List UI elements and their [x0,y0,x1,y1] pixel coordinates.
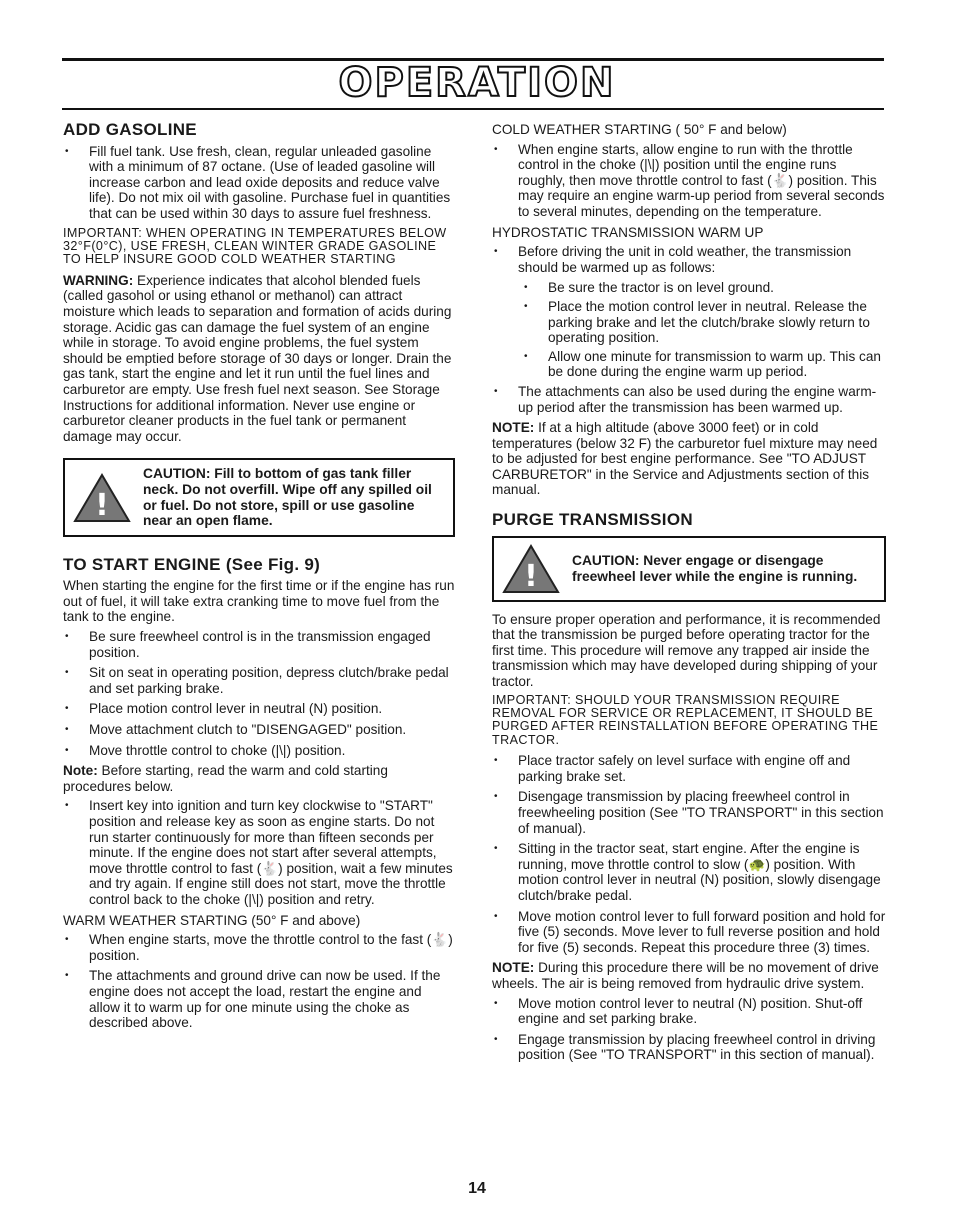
list-item: • Place motion control lever in neutral (N) position. [63,701,455,717]
title-underline [62,108,884,110]
note-label: NOTE: [492,960,535,976]
purge-intro: To ensure proper operation and performance, it is recommended that the transmission be purged before operating tractor for the first time. This procedure will remove any trapped air inside the transmission which may have developed during shipping of your tractor. [492,611,881,690]
list-item: • The attachments can also be used during the engine warm-up period after the transmission has been warmed up. [492,384,886,415]
start-engine-heading: TO START ENGINE (See Fig. 9) [63,554,321,574]
hydro-note [492,420,886,498]
purge-list-2 [492,996,886,1063]
right-column [492,122,886,1068]
cold-weather-heading: COLD WEATHER STARTING ( 50° F and below) [492,122,787,137]
warning-triangle-icon [502,544,560,594]
purge-list [492,753,886,955]
note-text: If at a high altitude (above 3000 feet) or in cold temperatures (below 32 F) the carburetor fuel mixture may need to be adjusted for best engine performance. See "TO ADJUST CARBURETOR" in the Service and Adjustments section of this manual. [492,420,878,498]
list-item: • The attachments and ground drive can now be used. If the engine does not accept the load, restart the engine and allow it to warm up for one minute using the choke as described above. [63,968,455,1030]
list-item: • Engage transmission by placing freewheel control in driving position (See "TO TRANSPORT" in this section of manual). [492,1032,886,1063]
page-number: 14 [468,1180,486,1197]
list-item: • Sit on seat in operating position, depress clutch/brake pedal and set parking brake. [63,665,455,696]
sub-list-item: • Place the motion control lever in neutral. Release the parking brake and let the clutch/brake slowly return to operating position. [492,299,886,346]
hydro-heading: HYDROSTATIC TRANSMISSION WARM UP [492,224,764,240]
svg-text:!: ! [95,487,109,523]
list-item: • When engine starts, move the throttle control to the fast (🐇) position. [63,932,455,963]
note-text: Before starting, read the warm and cold starting procedures below. [63,763,388,794]
hydro-list-2 [492,384,886,415]
add-gasoline-list [63,144,455,222]
list-item: • Move motion control lever to neutral (N) position. Shut-off engine and set parking brake. [492,996,886,1027]
start-engine-intro: When starting the engine for the first time or if the engine has run out of fuel, it will take extra cranking time to move fuel from the tank to the engine. [63,578,455,625]
caution-box [492,536,886,602]
list-item: • Be sure freewheel control is in the transmission engaged position. [63,629,455,660]
list-item: • Insert key into ignition and turn key clockwise to "START" position and release key as soon as engine starts. Do not run starter continuously for more than fifteen seconds per minute. If the engine does not start after several attempts, move throttle control to fast (🐇) position, wait a few minutes and try again. If engine still does not start, move the throttle control back to the choke (|\|) position and retry. [63,798,455,907]
list-item: • Move attachment clutch to "DISENGAGED" position. [63,722,455,738]
note-label: NOTE: [492,420,535,436]
start-engine-list [63,629,455,758]
page-title: OPERATION [338,60,616,106]
warm-weather-heading: WARM WEATHER STARTING (50° F and above) [63,912,361,928]
warm-weather-list [63,932,455,1031]
list-item: • Move motion control lever to full forward position and hold for five (5) seconds. Move lever to full reverse position and hold for five (5) seconds. Repeat this procedure three (3) times. [492,909,886,956]
purge-heading: PURGE TRANSMISSION [492,510,693,530]
svg-text:!: ! [524,558,538,594]
caution-text: CAUTION: Never engage or disengage freewheel lever while the engine is running. [572,553,858,584]
note-label: Note: [63,763,98,779]
list-item: • Sitting in the tractor seat, start engine. After the engine is running, move throttle control to slow (🐢) position. With motion control lever in neutral (N) position, slowly disengage clutch/brake pedal. [492,841,886,903]
warning-paragraph [63,273,455,445]
list-item: • Place tractor safely on level surface with engine off and parking brake set. [492,753,886,784]
purge-note [492,960,886,991]
list-item: • When engine starts, allow engine to run with the throttle control in the choke (|\|) position until the engine runs roughly, then move throttle control to fast (🐇) position. This may require an engine warm-up period from several seconds to several minutes, depending on the temperature. [492,142,886,220]
start-note [63,763,455,794]
hydro-sublist [492,280,886,380]
add-gasoline-heading: ADD GASOLINE [63,120,197,139]
caution-box [63,458,455,536]
list-item: • Before driving the unit in cold weather, the transmission should be warmed up as follows: [492,244,886,275]
warning-triangle-icon [73,473,131,523]
important-notice: IMPORTANT: WHEN OPERATING IN TEMPERATURES BELOW 32°F(0°C), USE FRESH, CLEAN WINTER GRADE GASOLINE TO HELP INSURE GOOD COLD WEATHER STARTING [63,225,447,267]
caution-text: CAUTION: Fill to bottom of gas tank filler neck. Do not overfill. Wipe off any spilled oil or fuel. Do not store, spill or use gasoline near an open flame. [143,466,432,529]
note-text: During this procedure there will be no movement of drive wheels. The air is being removed from hydraulic drive system. [492,960,879,991]
sub-list-item: • Allow one minute for transmission to warm up. This can be done during the engine warm up period. [492,349,886,380]
sub-list-item: • Be sure the tractor is on level ground. [492,280,886,296]
list-item: • Disengage transmission by placing freewheel control in freewheeling position (See "TO TRANSPORT" in this section of manual). [492,789,886,836]
warning-text: Experience indicates that alcohol blended fuels (called gasohol or using ethanol or methanol) can attract moisture which leads to separation and formation of acids during storage. Acidic gas can damage the fuel system of an engine while in storage. To avoid engine problems, the fuel system should be emptied before storage of 30 days or longer. Drain the gas tank, start the engine and let it run until the fuel lines and carburetor are empty. Use fresh fuel next season. See Storage Instructions for additional information. Never use engine or carburetor cleaner products in the fuel tank or permanent damage may occur. [63,272,452,444]
ignition-list [63,798,455,907]
list-item: • Fill fuel tank. Use fresh, clean, regular unleaded gasoline with a minimum of 87 octane. (Use of leaded gasoline will increase carbon and lead oxide deposits and reduce valve life). Do not mix oil with gasoline. Purchase fuel in quantities that can be used within 30 days to assure fuel freshness. [63,144,455,222]
list-item: • Move throttle control to choke (|\|) position. [63,743,455,759]
warning-label: WARNING: [63,272,134,288]
cold-weather-list [492,142,886,220]
left-column [63,122,455,1036]
hydro-list [492,244,886,275]
important-notice: IMPORTANT: SHOULD YOUR TRANSMISSION REQUIRE REMOVAL FOR SERVICE OR REPLACEMENT, IT SHOULD BE PURGED AFTER REINSTALLATION BEFORE OPERATING THE TRACTOR. [492,692,879,747]
